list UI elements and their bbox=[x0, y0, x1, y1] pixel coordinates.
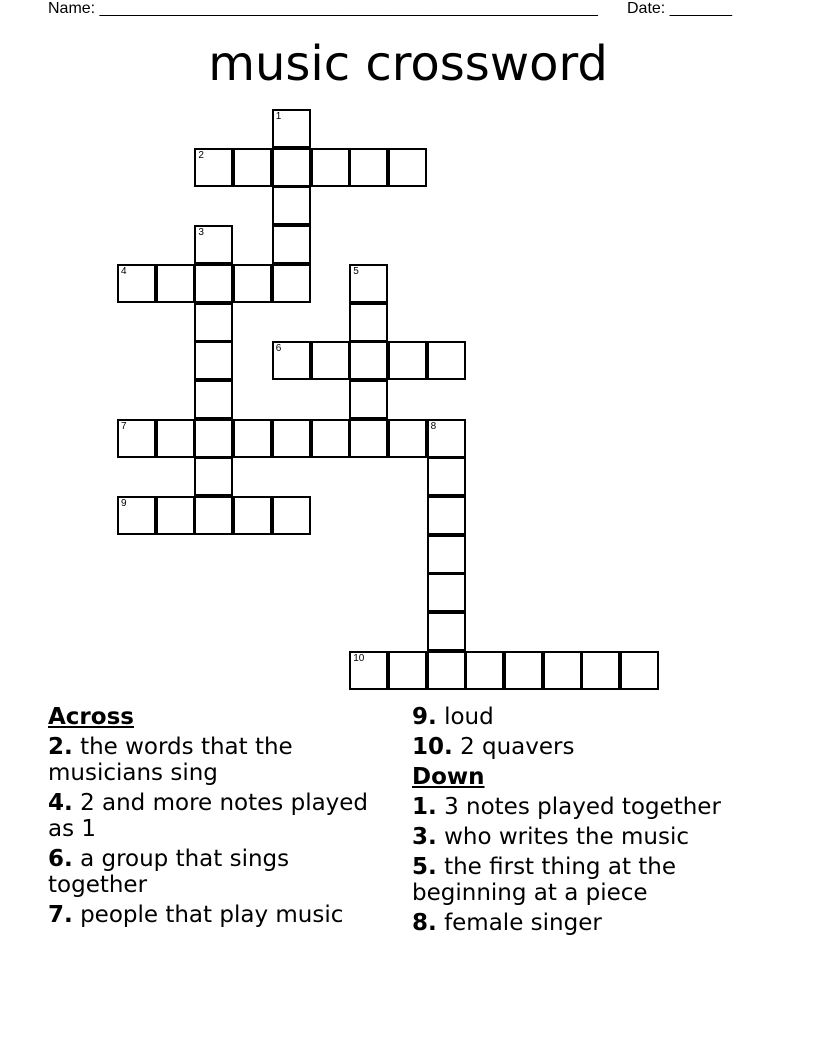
grid-cell[interactable] bbox=[194, 457, 233, 496]
grid-cell[interactable] bbox=[272, 419, 311, 458]
grid-cell[interactable] bbox=[427, 573, 466, 612]
grid-cell[interactable] bbox=[349, 148, 388, 187]
clue-number: 9. bbox=[412, 704, 437, 730]
down-clue-1 bbox=[412, 794, 772, 820]
grid-cell[interactable] bbox=[388, 341, 427, 380]
grid-cell[interactable] bbox=[194, 341, 233, 380]
clue-number-label: 3 bbox=[198, 227, 204, 239]
grid-cell[interactable] bbox=[272, 264, 311, 303]
clue-text: 2 and more notes played as 1 bbox=[48, 790, 369, 842]
clue-number: 1. bbox=[412, 794, 437, 820]
down-heading: Down bbox=[412, 764, 485, 790]
grid-cell[interactable] bbox=[194, 148, 233, 187]
name-field: Name: ________________________________________________________ bbox=[48, 0, 598, 17]
grid-cell[interactable] bbox=[427, 419, 466, 458]
grid-cell[interactable] bbox=[194, 264, 233, 303]
grid-cell[interactable] bbox=[233, 496, 272, 535]
grid-cell[interactable] bbox=[194, 496, 233, 535]
grid-cell[interactable] bbox=[427, 535, 466, 574]
clue-number: 7. bbox=[48, 902, 73, 928]
grid-cell[interactable] bbox=[543, 651, 582, 690]
grid-cell[interactable] bbox=[388, 419, 427, 458]
grid-cell[interactable] bbox=[194, 380, 233, 419]
down-clue-5 bbox=[412, 854, 772, 906]
clue-text: 3 notes played together bbox=[444, 794, 721, 820]
clue-number: 10. bbox=[412, 734, 453, 760]
grid-cell[interactable] bbox=[117, 496, 156, 535]
across-heading: Across bbox=[48, 704, 134, 730]
down-clue-8 bbox=[412, 910, 772, 936]
down-clue-3 bbox=[412, 824, 772, 850]
grid-cell[interactable] bbox=[427, 651, 466, 690]
grid-cell[interactable] bbox=[194, 419, 233, 458]
grid-cell[interactable] bbox=[272, 109, 311, 148]
clue-text: loud bbox=[444, 704, 494, 730]
grid-cell[interactable] bbox=[117, 419, 156, 458]
clue-number: 5. bbox=[412, 854, 437, 880]
clue-text: people that play music bbox=[80, 902, 344, 928]
clues-left-column bbox=[48, 704, 388, 932]
clue-number: 2. bbox=[48, 734, 73, 760]
grid-cell[interactable] bbox=[427, 612, 466, 651]
clue-text: the words that the musicians sing bbox=[48, 734, 293, 786]
clue-number-label: 4 bbox=[121, 265, 127, 277]
clue-text: the first thing at the beginning at a piece bbox=[412, 854, 677, 906]
grid-cell[interactable] bbox=[272, 341, 311, 380]
grid-cell[interactable] bbox=[427, 341, 466, 380]
across-clue-9 bbox=[412, 704, 772, 730]
grid-cell[interactable] bbox=[388, 651, 427, 690]
grid-cell[interactable] bbox=[311, 148, 350, 187]
grid-cell[interactable] bbox=[349, 419, 388, 458]
grid-cell[interactable] bbox=[349, 651, 388, 690]
clue-number-label: 2 bbox=[198, 149, 204, 161]
grid-cell[interactable] bbox=[427, 457, 466, 496]
across-clue-10 bbox=[412, 734, 772, 760]
clue-number: 4. bbox=[48, 790, 73, 816]
clue-number: 3. bbox=[412, 824, 437, 850]
across-clue-6 bbox=[48, 846, 388, 898]
grid-cell[interactable] bbox=[117, 264, 156, 303]
grid-cell[interactable] bbox=[349, 264, 388, 303]
clue-number: 6. bbox=[48, 846, 73, 872]
grid-cell[interactable] bbox=[504, 651, 543, 690]
clue-number-label: 1 bbox=[275, 111, 282, 122]
grid-cell[interactable] bbox=[620, 651, 659, 690]
clues-right-column bbox=[412, 704, 772, 940]
grid-cell[interactable] bbox=[194, 303, 233, 342]
grid-cell[interactable] bbox=[233, 419, 272, 458]
grid-cell[interactable] bbox=[349, 341, 388, 380]
grid-cell[interactable] bbox=[349, 380, 388, 419]
across-clue-7 bbox=[48, 902, 388, 928]
grid-cell[interactable] bbox=[465, 651, 504, 690]
clue-text: female singer bbox=[444, 910, 602, 936]
grid-cell[interactable] bbox=[194, 225, 233, 264]
grid-cell[interactable] bbox=[233, 148, 272, 187]
grid-cell[interactable] bbox=[388, 148, 427, 187]
date-field: Date: _______ bbox=[627, 0, 732, 17]
clue-text: a group that sings together bbox=[48, 846, 290, 898]
page-title: music crossword bbox=[208, 36, 608, 92]
clue-number-label: 8 bbox=[430, 420, 437, 432]
grid-cell[interactable] bbox=[272, 148, 311, 187]
grid-cell[interactable] bbox=[349, 303, 388, 342]
grid-cell[interactable] bbox=[581, 651, 620, 690]
grid-cell[interactable] bbox=[156, 419, 195, 458]
clue-number-label: 6 bbox=[275, 343, 282, 355]
grid-cell[interactable] bbox=[233, 264, 272, 303]
clue-text: 2 quavers bbox=[460, 734, 575, 760]
clue-number-label: 10 bbox=[353, 652, 365, 664]
grid-cell[interactable] bbox=[272, 225, 311, 264]
clue-number-label: 7 bbox=[121, 420, 127, 432]
grid-cell[interactable] bbox=[311, 419, 350, 458]
clue-number-label: 5 bbox=[353, 265, 359, 277]
grid-cell[interactable] bbox=[156, 264, 195, 303]
grid-cell[interactable] bbox=[272, 186, 311, 225]
across-clue-2 bbox=[48, 734, 388, 786]
clue-text: who writes the music bbox=[444, 824, 690, 850]
grid-cell[interactable] bbox=[156, 496, 195, 535]
clue-number-label: 9 bbox=[121, 498, 127, 509]
grid-cell[interactable] bbox=[272, 496, 311, 535]
across-clue-4 bbox=[48, 790, 388, 842]
grid-cell[interactable] bbox=[427, 496, 466, 535]
clue-number: 8. bbox=[412, 910, 437, 936]
grid-cell[interactable] bbox=[311, 341, 350, 380]
